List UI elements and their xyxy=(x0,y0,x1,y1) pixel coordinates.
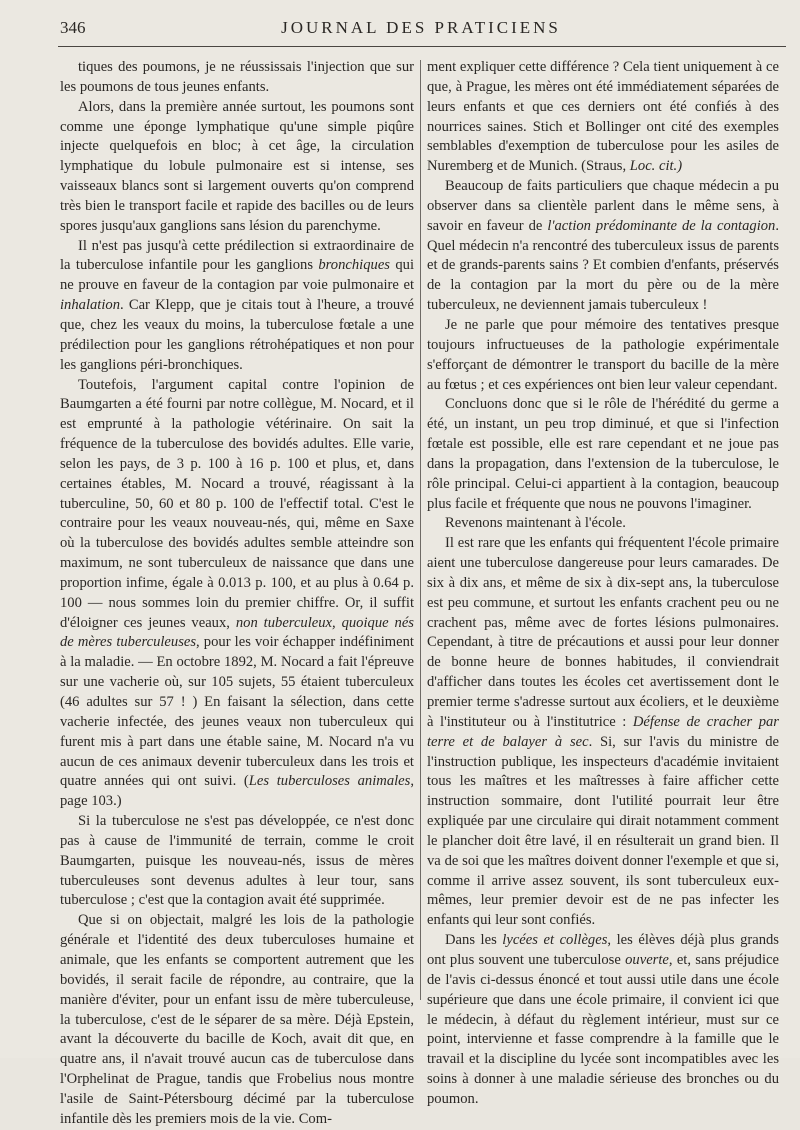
column-divider xyxy=(420,60,421,1000)
text-run: Alors, dans la première année surtout, les poumons sont comme une éponge lymphatique qu'une simple piqûre injecte quelquefois en bloc; à cet âge, la circulation lymphatique du lobule pulmonaire est si intense, ses vaisseaux blancs sont si largement ouverts qu'on comprend très bien le transport facile et rapide des bacilles ou de leurs spores jusqu'aux ganglions sans lésion du parenchyme. xyxy=(60,98,414,234)
text-run: Si la tuberculose ne s'est pas développée, ce n'est donc pas à cause de l'immunité de terrain, comme le croit Baumgarten, puisque les nouveau-nés, issus de mères tuberculeuses sont devenus adultes à leur tour, sans tuberculose ; c'est que la contagion avait été supprimée. xyxy=(60,813,414,909)
italic-text: ouverte xyxy=(625,951,669,968)
page-number: 346 xyxy=(60,18,86,37)
text-run: . Si, sur l'avis du ministre de l'instruction publique, les inspecteurs d'académie invitaient tous les maîtres et les maîtresses à faire afficher cette instruction sommaire, dont l'utilité pourrait leur être expliquée par une circulaire qui dirait notamment comment le plancher doit être lavé, il en résulterait un grand bien. Il va de soi que les maîtres doivent donner l'exemple et que si, comme il arrive assez souvent, ils sont tuberculeux eux-mêmes, leur premier devoir est de ne pas infecter les enfants qui leur sont confiés. xyxy=(427,733,779,929)
text-run: tiques des poumons, je ne réussissais l'injection que sur les poumons de tous jeunes enfants. xyxy=(60,59,414,95)
journal-title: JOURNAL DES PRATICIENS xyxy=(281,18,561,37)
paragraph xyxy=(427,534,779,931)
paragraph xyxy=(60,58,414,98)
text-run: , page 103.) xyxy=(60,773,414,810)
text-run: Beaucoup de faits particuliers que chaque médecin a pu observer dans sa clientèle parlent dans le même sens, à savoir en faveur de xyxy=(427,178,779,234)
paragraph xyxy=(60,98,414,237)
italic-text: inhalation xyxy=(60,297,120,314)
italic-text: lycées et collèges xyxy=(502,932,608,949)
text-run: , pour les voir échapper indéfiniment à la maladie. — En octobre 1892, M. Nocard a fait l'épreuve sur une vacherie où, sur 105 sujets, 55 étaient tuberculeux (46 adultes sur 57 ! ) En faisant la sélection, dans cette vacherie infectée, des jeunes veaux non tuberculeux qui furent mis à part dans une étable saine, M. Nocard n'a vu aucun de ces animaux devenir tuberculeux dans les trois et quatre années qui ont suivi. ( xyxy=(60,634,414,790)
text-run: Concluons donc que si le rôle de l'hérédité du germe a été, un instant, un peu trop diminué, et que si l'infection fœtale est possible, elle est rare cependant et ne joue pas dans la propagation, dans l'extension de la tuberculose, le rôle principal. Celui-ci appartient à la contagion, beaucoup plus facile et fréquente que nous ne pouvons l'imaginer. xyxy=(427,396,779,512)
paragraph xyxy=(427,177,779,316)
right-column xyxy=(427,58,779,1110)
text-run: qui ne prouve en faveur de la contagion par voie pulmonaire et xyxy=(60,257,415,294)
paragraph xyxy=(427,395,779,514)
text-run: ment expliquer cette différence ? Cela tient uniquement à ce que, à Prague, les mères ont été immédiatement séparées de leurs enfants et que ces derniers ont été confiés à des nourrices saines. Stich et Bollinger ont cité des exemples semblables d'exemption de tuberculose pour les asiles de Nuremberg et de Munich. (Straus, xyxy=(427,59,779,175)
left-column xyxy=(60,58,414,1130)
text-run: Je ne parle que pour mémoire des tentatives presque toujours infructueuses de la pathologie expérimentale s'efforçant de démontrer le transport du bacille de la mère au fœtus ; et ces expériences ont bien leur valeur cependant. xyxy=(427,316,779,393)
header-rule xyxy=(58,46,786,47)
italic-text: Défense de cracher par terre et de balayer à sec xyxy=(427,713,779,750)
paragraph xyxy=(60,376,414,813)
text-run: Revenons maintenant à l'école. xyxy=(445,515,626,532)
italic-text: Loc. cit.) xyxy=(629,158,683,175)
text-run: , les élèves déjà plus grands ont plus souvent une tuberculose xyxy=(427,932,779,968)
italic-text: non tuberculeux, quoique nés de mères tuberculeuses xyxy=(60,614,414,651)
italic-text: l'action prédominante de la contagion xyxy=(547,217,776,234)
paragraph xyxy=(60,812,414,911)
paragraph xyxy=(427,931,779,1110)
paragraph xyxy=(60,911,414,1129)
text-run: Il n'est pas jusqu'à cette prédilection si extraordinaire de la tuberculose infantile pour les ganglions xyxy=(60,237,414,274)
italic-text: Les tuberculoses animales xyxy=(248,773,411,790)
text-run: , et, sans préjudice de l'avis ci-dessus énoncé et tout aussi utile dans une école supérieure que dans une école primaire, il convient ici que le médecin, à défaut du règlement intérieur, must sur ce point, intervienne et fasse comprendre à la famille que le travail et la discipline du lycée sont incompatibles avec les soins à donner à une maladie sérieuse des bronches ou du poumon. xyxy=(427,951,779,1107)
text-run: Dans les xyxy=(445,932,503,949)
text-run: Il est rare que les enfants qui fréquentent l'école primaire aient une tuberculose dangereuse pour leurs camarades. De six à dix ans, et même de six à dix-sept ans, la tuberculose est peu commune, et surtout les enfants crachent peu ou ne crachent pas, même avec de fortes lésions pulmonaires. Cependant, à titre de précautions et aussi pour leur donner de bonne heure de bonnes habitudes, il conviendrait d'afficher dans toutes les écoles cet avertissement dont le premier terme s'adresse surtout aux écoliers, et le deuxième à l'instituteur ou à l'institutrice : xyxy=(427,535,779,730)
italic-text: bronchiques xyxy=(318,257,390,274)
running-header xyxy=(60,18,782,44)
text-run: Que si on objectait, malgré les lois de la pathologie générale et l'identité des deux tuberculoses humaine et animale, que les enfants se comportent autrement que les bovidés, il serait facile de répondre, au contraire, que la manière d'éviter, pour un enfant issu de mère tuberculeuse, la tuberculose, c'est de le séparer de sa mère. Déjà Epstein, avant la découverte du bacille de Koch, avait dit que, en quatre ans, il n'avait trouvé aucun cas de tuberculose dans l'Orphelinat de Prague, tandis que Frobelius nous montre l'asile de Saint-Pétersbourg décimé par la tuberculose infantile dès les premiers mois de la vie. Com- xyxy=(60,912,414,1127)
paragraph xyxy=(427,58,779,177)
text-run: . Quel médecin n'a rencontré des tuberculeux issus de parents et de grands-parents sains ? Et combien d'enfants, préservés de la contagion par la mort du père ou de la mère tuberculeux, ne deviennent jamais tuberculeux ! xyxy=(427,217,779,314)
paragraph xyxy=(60,237,414,376)
text-run: . Car Klepp, que je citais tout à l'heure, a trouvé que, chez les veaux du moins, la tuberculose fœtale a une prédilection pour les ganglions rétrohépatiques et non pour les ganglions péri-bronchiques. xyxy=(60,297,414,373)
text-run: Toutefois, l'argument capital contre l'opinion de Baumgarten a été fourni par notre collègue, M. Nocard, et il est emprunté à la pathologie vétérinaire. On sait la fréquence de la tuberculose des bovidés adultes. Elle varie, selon les pays, de 3 p. 100 à 16 p. 100 et plus, et, dans certaines étables, M. Nocard a trouvé, réagissant à la tuberculine, 50, 60 et 80 p. 100 de l'effectif total. C'est le contraire pour les veaux nouveau-nés, qui, même en Saxe où la tuberculose des bovidés adultes semble atteindre son maximum, ne sont tuberculeux de naissance que dans une proportion infime, égale à 0.013 p. 100, et au plus à 0.64 p. 100 — nous sommes loin du premier chiffre. Or, il suffit d'éloigner ces jeunes veaux, xyxy=(60,376,414,631)
paragraph xyxy=(427,514,779,534)
paragraph xyxy=(427,316,779,395)
